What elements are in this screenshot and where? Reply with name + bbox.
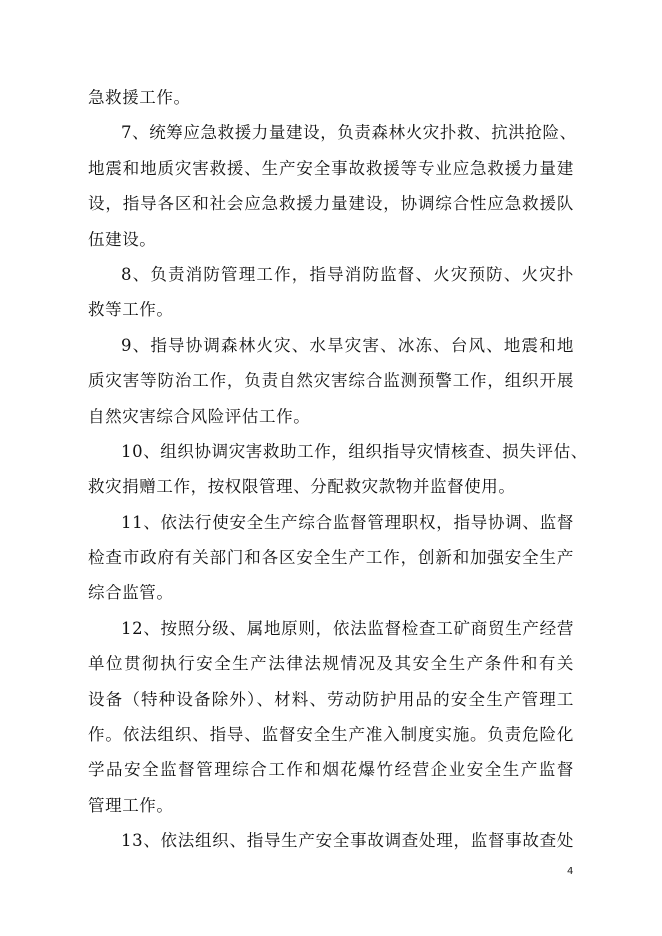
text-line: 检查市政府有关部门和各区安全生产工作，创新和加强安全生产: [88, 548, 574, 568]
text-line: 8、负责消防管理工作，指导消防监督、火灾预防、火灾扑: [121, 264, 574, 284]
text-line: 11、依法行使安全生产综合监督管理职权，指导协调、监督: [121, 512, 574, 532]
text-line: 作。依法组织、指导、监督安全生产准入制度实施。负责危险化: [88, 725, 574, 745]
text-line: 7、统筹应急救援力量建设，负责森林火灾扑救、抗洪抢险、: [121, 123, 577, 143]
text-line: 救等工作。: [88, 300, 174, 320]
text-line: 设，指导各区和社会应急救援力量建设，协调综合性应急救援队: [88, 194, 574, 214]
text-line: 学品安全监督管理综合工作和烟花爆竹经营企业安全生产监督: [88, 760, 574, 780]
text-line: 综合监管。: [88, 583, 174, 603]
text-line: 急救援工作。: [88, 88, 191, 107]
text-line: 10、组织协调灾害救助工作，组织指导灾情核查、损失评估、: [121, 441, 588, 461]
text-line: 救灾捐赠工作，按权限管理、分配救灾款物并监督使用。: [88, 477, 516, 497]
text-line: 13、依法组织、指导生产安全事故调查处理，监督事故查处: [121, 831, 574, 851]
text-line: 管理工作。: [88, 795, 174, 815]
text-line: 质灾害等防治工作，负责自然灾害综合监测预警工作，组织开展: [88, 371, 574, 391]
text-line: 单位贯彻执行安全生产法律法规情况及其安全生产条件和有关: [88, 654, 574, 674]
text-line: 9、指导协调森林火灾、水旱灾害、冰冻、台风、地震和地: [121, 335, 574, 355]
text-line: 设备（特种设备除外）、材料、劳动防护用品的安全生产管理工: [88, 689, 574, 709]
document-body: [88, 80, 588, 859]
text-line: 自然灾害综合风险评估工作。: [88, 406, 311, 426]
text-line: 12、按照分级、属地原则，依法监督检查工矿商贸生产经营: [121, 618, 574, 638]
text-line: 伍建设。: [88, 229, 157, 249]
page-number: 4: [567, 866, 574, 877]
text-line: 地震和地质灾害救援、生产安全事故救援等专业应急救援力量建: [88, 158, 574, 178]
